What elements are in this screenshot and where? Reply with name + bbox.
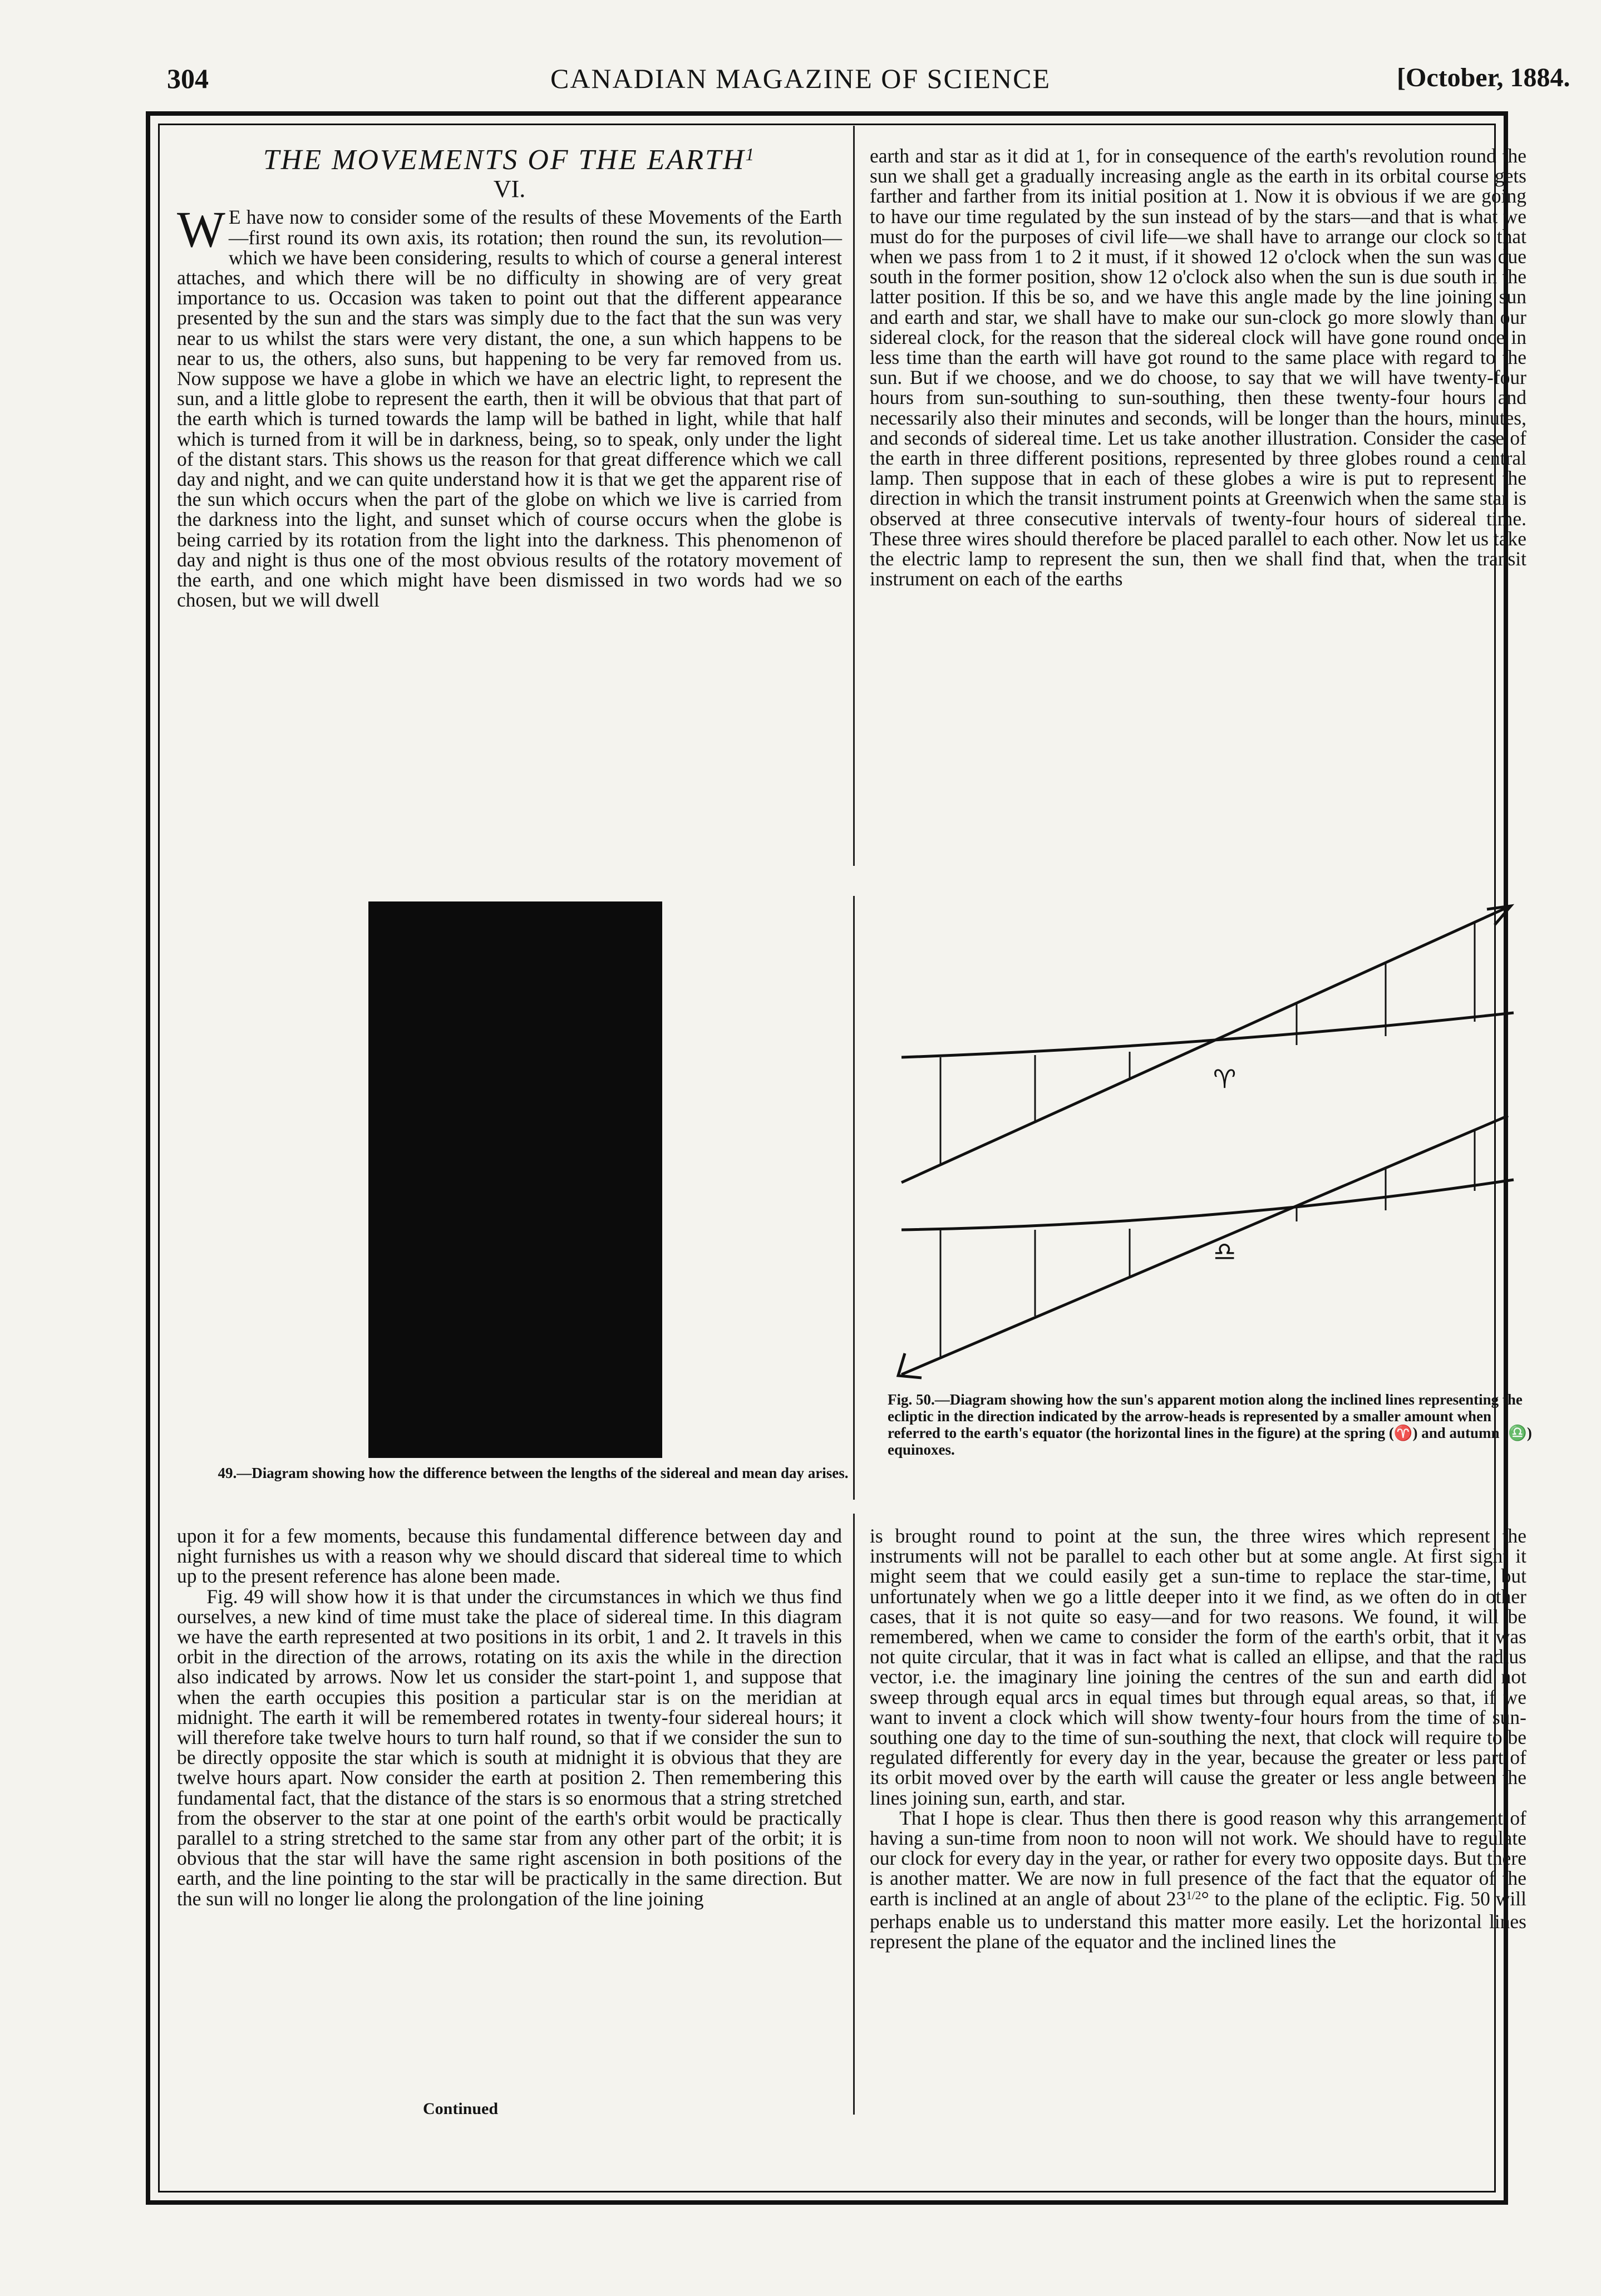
column-2-top	[870, 146, 1526, 589]
column-2-bottom	[870, 1526, 1526, 1952]
figure-49-image	[368, 901, 662, 1458]
continued-note: Continued	[423, 2100, 499, 2118]
figure-50-caption: Fig. 50.—Diagram showing how the sun's apparent motion along the inclined lines representing the ecliptic in the direction indicated by the arrow-heads is represented by a smaller amount when referred to the earth's equator (the horizontal lines in the figure) at the spring (♈) and autumn (♎) equinoxes.	[888, 1391, 1532, 1458]
paragraph: is brought round to point at the sun, the three wires which represent the instruments will not be parallel to each other but at some angle. At first sight it might seem that we could easily get a sun-time to replace the star-time, but unfortunately when we go a little deeper into it we find, as we often do in other cases, that it is not quite so easy—and for two reasons. We found, it will be remembered, when we came to consider the form of the earth's orbit, that it was not quite circular, that it was in fact what is called an ellipse, and that the radius vector, i.e. the imaginary line joining the centres of the sun and earth did not sweep through equal arcs in equal times but through equal areas, so that, if we want to invent a clock which will show twenty-four hours from the time of sun-southing one day to the time of sun-southing the next, that clock will require to be regulated differently for every day in the year, because the greater or less part of its orbit moved over by the earth will cause the greater or less angle between the lines joining sun, earth, and star.	[870, 1525, 1526, 1809]
paragraph-text: ° to the plane of the ecliptic. Fig. 50 will perhaps enable us to understand this matter more easily. Let the horizontal lines represent the plane of the equator and the inclined lines the	[870, 1887, 1526, 1953]
ecliptic-line-lower	[902, 1116, 1508, 1374]
running-header	[0, 62, 1601, 107]
column-1-top	[177, 146, 842, 610]
paragraph-text: E have now to consider some of the results of these Movements of the Earth—first round its own axis, its rotation; then round the sun, its revolution—which we have been considering, results to which of course a general interest attaches, and which there will be no difficulty in showing are of very great importance to us. Occasion was taken to point out that the different appearance presented by the sun and the stars was simply due to the fact that the sun was very near to us whilst the stars were very distant, the one, a sun which happens to be near to us, the others, also suns, but happening to be very far removed from us. Now suppose we have a globe in which we have an electric light, to represent the sun, and a little globe to represent the earth, then it will be obvious that that part of the earth which is turned towards the lamp will be bathed in light, while that half which is turned from it will be in darkness, being, so to speak, only under the light of the distant stars. This shows us the reason for that great difference which we call day and night, and we can quite understand how it is that we get the apparent rise of the sun which occurs when the part of the globe on which we live is carried from the darkness into the light, and sunset which of course occurs when the globe is being carried by its rotation from the light into the darkness. This phenomenon of day and night is thus one of the most obvious results of the rotatory movement of the earth, and one which might have been dismissed in two words had we so chosen, but we will dwell	[177, 206, 842, 612]
section-number: VI.	[493, 175, 526, 203]
article-title-text: THE MOVEMENTS OF THE EARTH	[263, 144, 746, 176]
paragraph: Fig. 49 will show how it is that under the circumstances in which we thus find ourselves, a new kind of time must take the place of sidereal time. In this diagram we have the earth represented at two positions in its orbit, 1 and 2. It travels in this orbit in the direction of the arrows, rotating on its axis the while in the direction also indicated by arrows. Now let us consider the start-point 1, and suppose that when the earth occupies this position a particular star is on the meridian at midnight. The earth it will be remembered rotates in twenty-four sidereal hours; it will therefore take twelve hours to turn half round, so that if we consider the sun to be directly opposite the star which is south at midnight it is obvious that they are twelve hours apart. Now consider the earth at position 2. Then remembering this fundamental fact, that the distance of the stars is so enormous that a string stretched from the observer to the star at one point of the earth's orbit would be practically parallel to a string stretched to the same star from any other part of the orbit; it is obvious that the star will have the same right ascension in both positions of the earth, and the line pointing to the star will be practically in the same direction. But the sun will no longer lie along the prolongation of the line joining	[177, 1585, 842, 1910]
equator-line-lower	[902, 1180, 1514, 1230]
autumn-equinox-symbol: ♎	[1213, 1236, 1237, 1267]
ecliptic-line-upper	[902, 907, 1508, 1183]
paragraph: earth and star as it did at 1, for in consequence of the earth's revolution round the sun we shall get a gradually increasing angle as the earth in its orbital course gets farther and farther from its initial position at 1. Now it is obvious if we are going to have our time regulated by the sun instead of by the stars—and that is what we must do for the purposes of civil life—we shall have to arrange our clock so that when we pass from 1 to 2 it must, if it showed 12 o'clock when the sun was due south in the former position, show 12 o'clock also when the sun is due south in the latter position. If this be so, and we have this angle made by the line joining sun and earth and star, we shall have to make our sun-clock go more slowly than our sidereal clock, for the reason that the sidereal clock will have gone round once in less time than the earth will have got round to the same place with regard to the sun. But if we choose, and we do choose, to say that we will have twenty-four hours from sun-southing to sun-southing, then these twenty-four hours and necessarily also their minutes and seconds, will be longer than the hours, minutes, and seconds of sidereal time. Let us take another illustration. Consider the case of the earth in three different positions, represented by three globes round a central lamp. Then suppose that in each of these globes a wire is put to represent the direction in which the transit instrument points at Greenwich when the same star is observed at three consecutive intervals of twenty-four hours of sidereal time. These three wires should therefore be placed parallel to each other. Now let us take the electric lamp to represent the sun, then we shall find that, when the transit instrument on each of the earths	[870, 145, 1526, 590]
column-divider-top	[853, 126, 855, 866]
drop-cap: W	[177, 201, 225, 258]
figure-50-diagram	[885, 896, 1530, 1386]
journal-title: CANADIAN MAGAZINE OF SCIENCE	[550, 63, 1051, 94]
issue-date: [October, 1884.	[1397, 63, 1570, 92]
column-1-bottom	[177, 1526, 842, 1909]
paragraph	[177, 201, 842, 612]
figure-divider	[853, 896, 855, 1500]
spring-equinox-symbol: ♈	[1213, 1064, 1237, 1094]
equator-line-upper	[902, 1013, 1514, 1057]
page-number: 304	[167, 63, 209, 94]
column-divider-bottom	[853, 1514, 855, 2115]
paragraph: upon it for a few moments, because this fundamental difference between day and night furnishes us with a reason why we should discard that sidereal time to which up to the present reference has alone been made.	[177, 1525, 842, 1588]
fraction: 1/2	[1186, 1889, 1201, 1903]
footnote-mark: 1	[745, 145, 756, 165]
paragraph	[870, 1808, 1526, 1952]
article-title	[177, 144, 842, 176]
paragraph-text: That I hope is clear. Thus then there is good reason why this arrangement of having a sun-time from noon to noon will not work. We should have to regulate our clock for every day in the year, or rather for every two opposite days. But there is another matter. We are now in full presence of the fact that the equator of the earth is inclined at an angle of about 23	[870, 1806, 1526, 1910]
figure-49-caption: 49.—Diagram showing how the difference between the lengths of the sidereal and mean day arises.	[218, 1465, 849, 1481]
